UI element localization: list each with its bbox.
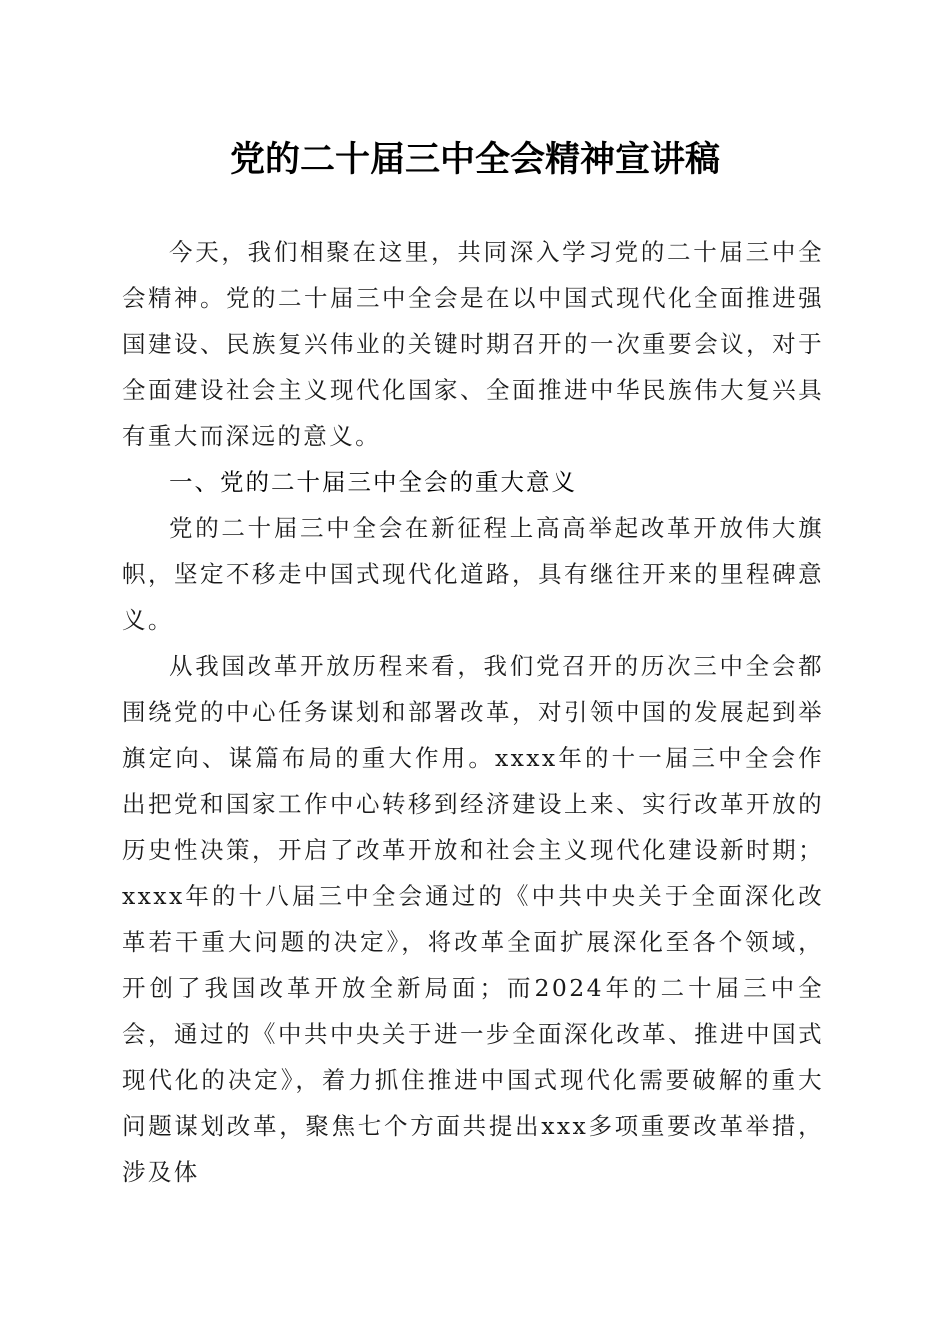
body-paragraph: 从我国改革开放历程来看，我们党召开的历次三中全会都围绕党的中心任务谋划和部署改革，对引领中国的发展起到举旗定向、谋篇布局的重大作用。xxxx年的十一届三中全会作出把党和国家工作中心转移到经济建设上来、实行改革开放的历史性决策，开启了改革开放和社会主义现代化建设新时期；xxxx年的十八届三中全会通过的《中共中央关于全面深化改革若干重大问题的决定》，将改革全面扩展深化至各个领域，开创了我国改革开放全新局面；而2024年的二十届三中全会，通过的《中共中央关于进一步全面深化改革、推进中国式现代化的决定》，着力抓住推进中国式现代化需要破解的重大问题谋划改革，聚焦七个方面共提出xxx多项重要改革举措，涉及体 bbox=[122, 652, 824, 1186]
document-title: 党的二十届三中全会精神宣讲稿 bbox=[229, 139, 720, 180]
intro-paragraph: 今天，我们相聚在这里，共同深入学习党的二十届三中全会精神。党的二十届三中全会是在以中国式现代化全面推进强国建设、民族复兴伟业的关键时期召开的一次重要会议，对于全面建设社会主义现代化国家、全面推进中华民族伟大复兴具有重大而深远的意义。 bbox=[122, 238, 824, 450]
section-heading-1: 一、党的二十届三中全会的重大意义 bbox=[169, 468, 577, 496]
body-paragraph: 党的二十届三中全会在新征程上高高举起改革开放伟大旗帜，坚定不移走中国式现代化道路，具有继往开来的里程碑意义。 bbox=[122, 514, 824, 634]
document-body bbox=[122, 229, 824, 1195]
